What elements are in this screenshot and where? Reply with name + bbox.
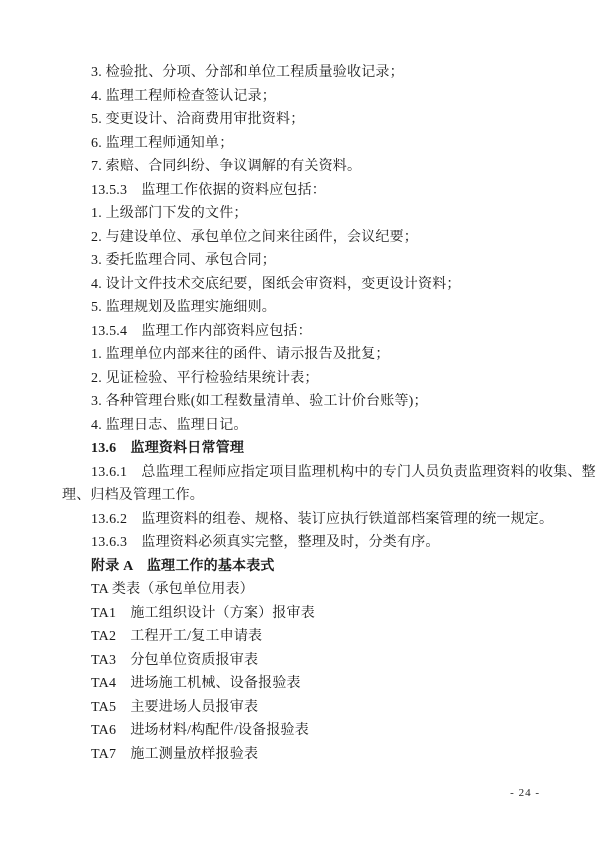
list-item: 6. 监理工程师通知单； — [91, 135, 234, 151]
document-text-block — [62, 61, 596, 766]
ta-table-category-label: TA 类表（承包单位用表） — [91, 582, 254, 597]
list-item: 3. 检验批、分项、分部和单位工程质量验收记录； — [91, 65, 404, 80]
list-item: 4. 监理日志、监理日记。 — [91, 417, 248, 433]
list-item: 2. 见证检验、平行检验结果统计表； — [91, 370, 319, 386]
list-item: 1. 监理单位内部来往的函件、请示报告及批复； — [91, 347, 390, 362]
clause-13-6-2-text: 13.6.2 监理资料的组卷、规格、装订应执行铁道部档案管理的统一规定。 — [91, 511, 554, 527]
ta-form-item: TA5 主要进场人员报审表 — [91, 699, 259, 715]
clause-13-5-3-heading: 13.5.3 监理工作依据的资料应包括： — [91, 182, 326, 198]
list-item: 2. 与建设单位、承包单位之间来往函件，会议纪要； — [91, 229, 418, 245]
appendix-a-heading: 附录 A 监理工作的基本表式 — [91, 558, 275, 574]
list-item: 3. 各种管理台账(如工程数量清单、验工计价台账等)； — [91, 394, 428, 409]
ta-form-item: TA4 进场施工机械、设备报验表 — [91, 676, 301, 691]
clause-13-6-3-text: 13.6.3 监理资料必须真实完整，整理及时，分类有序。 — [91, 535, 440, 550]
page-number: - 24 - — [510, 787, 540, 799]
clause-13-6-1-continuation: 理、归档及管理工作。 — [62, 488, 204, 503]
clause-13-5-4-heading: 13.5.4 监理工作内部资料应包括： — [91, 323, 312, 339]
list-item: 5. 监理规划及监理实施细则。 — [91, 300, 276, 315]
list-item: 4. 监理工程师检查签认记录； — [91, 88, 276, 104]
ta-form-item: TA1 施工组织设计（方案）报审表 — [91, 605, 315, 621]
list-item: 4. 设计文件技术交底纪要，图纸会审资料，变更设计资料； — [91, 276, 461, 292]
list-item: 1. 上级部门下发的文件； — [91, 206, 248, 221]
ta-form-item: TA3 分包单位资质报审表 — [91, 652, 259, 668]
ta-form-item: TA2 工程开工/复工申请表 — [91, 629, 263, 644]
ta-form-item: TA7 施工测量放样报验表 — [91, 746, 259, 762]
section-13-6-heading: 13.6 监理资料日常管理 — [91, 441, 245, 456]
list-item: 5. 变更设计、洽商费用审批资料； — [91, 112, 305, 127]
ta-form-item: TA6 进场材料/构配件/设备报验表 — [91, 723, 309, 738]
clause-13-6-1-text: 13.6.1 总监理工程师应指定项目监理机构中的专门人员负责监理资料的收集、整 — [91, 464, 596, 480]
list-item: 3. 委托监理合同、承包合同； — [91, 253, 276, 268]
list-item: 7. 索赔、合同纠纷、争议调解的有关资料。 — [91, 159, 362, 174]
